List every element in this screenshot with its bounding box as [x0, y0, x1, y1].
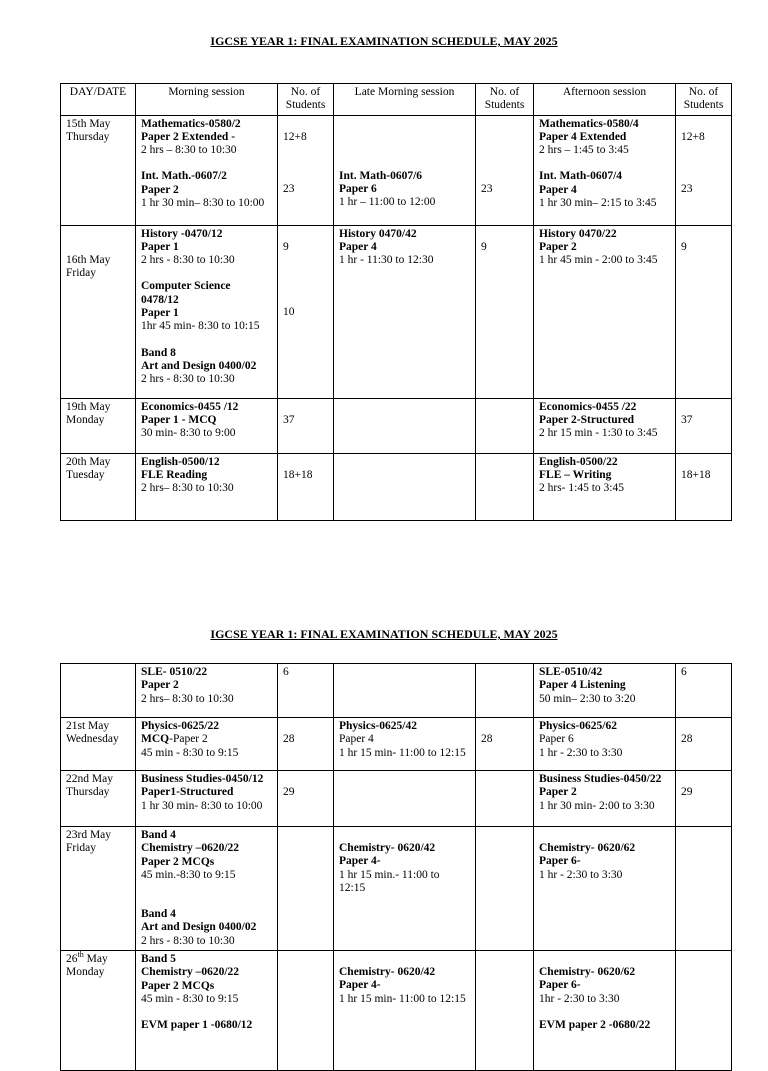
count-cell: 37 — [278, 398, 334, 453]
morning-cell: Mathematics-0580/2 Paper 2 Extended - 2 hrs – 8:30 to 10:30 Int. Math.-0607/2 Paper 2 1 hr 30 min– 8:30 to 10:00 — [136, 115, 278, 225]
table-row — [61, 771, 732, 827]
count-cell: 6 — [278, 664, 334, 718]
count-cell: 29 — [278, 771, 334, 827]
header-afternoon: Afternoon session — [534, 84, 676, 116]
page-title: IGCSE YEAR 1: FINAL EXAMINATION SCHEDULE, MAY 2025 — [210, 627, 558, 641]
date-cell: 26th May Monday — [61, 951, 136, 1071]
morning-cell: Band 5 Chemistry –0620/22 Paper 2 MCQs 45 min - 8:30 to 9:15 EVM paper 1 -0680/12 — [136, 951, 278, 1071]
count-cell — [476, 398, 534, 453]
count-cell: 29 — [676, 771, 732, 827]
afternoon-cell: Mathematics-0580/4 Paper 4 Extended 2 hrs – 1:45 to 3:45 Int. Math-0607/4 Paper 4 1 hr 30 min– 2:15 to 3:45 — [534, 115, 676, 225]
date-cell: 23rd May Friday — [61, 827, 136, 951]
count-cell — [278, 951, 334, 1071]
late-morning-cell: Chemistry- 0620/42 Paper 4- 1 hr 15 min.- 11:00 to 12:15 — [334, 827, 476, 951]
count-cell — [278, 827, 334, 951]
page-title: IGCSE YEAR 1: FINAL EXAMINATION SCHEDULE, MAY 2025 — [210, 34, 558, 48]
afternoon-cell: English-0500/22 FLE – Writing 2 hrs- 1:45 to 3:45 — [534, 453, 676, 520]
late-morning-cell: History 0470/42 Paper 4 1 hr - 11:30 to 12:30 — [334, 225, 476, 398]
count-cell: 37 — [676, 398, 732, 453]
count-cell: 12+8 23 — [676, 115, 732, 225]
date-cell — [61, 664, 136, 718]
date-cell: 19th May Monday — [61, 398, 136, 453]
table-row — [61, 718, 732, 771]
date-cell: 15th May Thursday — [61, 115, 136, 225]
afternoon-cell: Physics-0625/62 Paper 6 1 hr - 2:30 to 3:30 — [534, 718, 676, 771]
count-cell: 28 — [476, 718, 534, 771]
schedule-table-1 — [60, 83, 732, 521]
afternoon-cell: SLE-0510/42 Paper 4 Listening 50 min– 2:30 to 3:20 — [534, 664, 676, 718]
table-row — [61, 827, 732, 951]
header-num-students: No. of Students — [278, 84, 334, 116]
late-morning-cell — [334, 771, 476, 827]
morning-cell: History -0470/12 Paper 1 2 hrs - 8:30 to 10:30 Computer Science 0478/12 Paper 1 1hr 45 min- 8:30 to 10:15 Band 8 Art and Design 0400/02 2 hrs - 8:30 to 10:30 — [136, 225, 278, 398]
afternoon-cell: Chemistry- 0620/62 Paper 6- 1hr - 2:30 to 3:30 EVM paper 2 -0680/22 — [534, 951, 676, 1071]
morning-cell: Economics-0455 /12 Paper 1 - MCQ 30 min- 8:30 to 9:00 — [136, 398, 278, 453]
morning-cell: English-0500/12 FLE Reading 2 hrs– 8:30 to 10:30 — [136, 453, 278, 520]
count-cell — [476, 951, 534, 1071]
late-morning-cell — [334, 398, 476, 453]
count-cell — [676, 827, 732, 951]
late-morning-cell — [334, 664, 476, 718]
header-num-students: No. of Students — [476, 84, 534, 116]
count-cell: 23 — [476, 115, 534, 225]
morning-cell: SLE- 0510/22 Paper 2 2 hrs– 8:30 to 10:30 — [136, 664, 278, 718]
count-cell — [676, 951, 732, 1071]
table-row — [61, 951, 732, 1071]
header-late-morning: Late Morning session — [334, 84, 476, 116]
count-cell: 9 — [476, 225, 534, 398]
afternoon-cell: Chemistry- 0620/62 Paper 6- 1 hr - 2:30 to 3:30 — [534, 827, 676, 951]
count-cell — [476, 453, 534, 520]
table-row — [61, 398, 732, 453]
count-cell — [476, 771, 534, 827]
header-morning: Morning session — [136, 84, 278, 116]
late-morning-cell: Chemistry- 0620/42 Paper 4- 1 hr 15 min- 11:00 to 12:15 — [334, 951, 476, 1071]
table-row — [61, 664, 732, 718]
count-cell: 28 — [676, 718, 732, 771]
late-morning-cell: Int. Math-0607/6 Paper 6 1 hr – 11:00 to 12:00 — [334, 115, 476, 225]
date-cell: 22nd May Thursday — [61, 771, 136, 827]
table-row — [61, 453, 732, 520]
schedule-table-2 — [60, 663, 732, 1071]
afternoon-cell: History 0470/22 Paper 2 1 hr 45 min - 2:00 to 3:45 — [534, 225, 676, 398]
afternoon-cell: Economics-0455 /22 Paper 2-Structured 2 hr 15 min - 1:30 to 3:45 — [534, 398, 676, 453]
header-num-students: No. of Students — [676, 84, 732, 116]
count-cell: 12+8 23 — [278, 115, 334, 225]
late-morning-cell — [334, 453, 476, 520]
header-day-date: DAY/DATE — [61, 84, 136, 116]
header-row — [61, 84, 732, 116]
morning-cell: Band 4 Chemistry –0620/22 Paper 2 MCQs 45 min.-8:30 to 9:15 Band 4 Art and Design 0400/02 2 hrs - 8:30 to 10:30 — [136, 827, 278, 951]
afternoon-cell: Business Studies-0450/22 Paper 2 1 hr 30 min- 2:00 to 3:30 — [534, 771, 676, 827]
date-cell: 21st May Wednesday — [61, 718, 136, 771]
count-cell — [476, 664, 534, 718]
count-cell: 9 10 — [278, 225, 334, 398]
count-cell: 18+18 — [676, 453, 732, 520]
count-cell: 6 — [676, 664, 732, 718]
count-cell — [476, 827, 534, 951]
count-cell: 9 — [676, 225, 732, 398]
date-cell: 16th May Friday — [61, 225, 136, 398]
late-morning-cell: Physics-0625/42 Paper 4 1 hr 15 min- 11:00 to 12:15 — [334, 718, 476, 771]
table-row — [61, 225, 732, 398]
date-cell: 20th May Tuesday — [61, 453, 136, 520]
morning-cell: Business Studies-0450/12 Paper1-Structured 1 hr 30 min- 8:30 to 10:00 — [136, 771, 278, 827]
morning-cell: Physics-0625/22 MCQ-Paper 2 45 min - 8:30 to 9:15 — [136, 718, 278, 771]
count-cell: 28 — [278, 718, 334, 771]
count-cell: 18+18 — [278, 453, 334, 520]
table-row — [61, 115, 732, 225]
